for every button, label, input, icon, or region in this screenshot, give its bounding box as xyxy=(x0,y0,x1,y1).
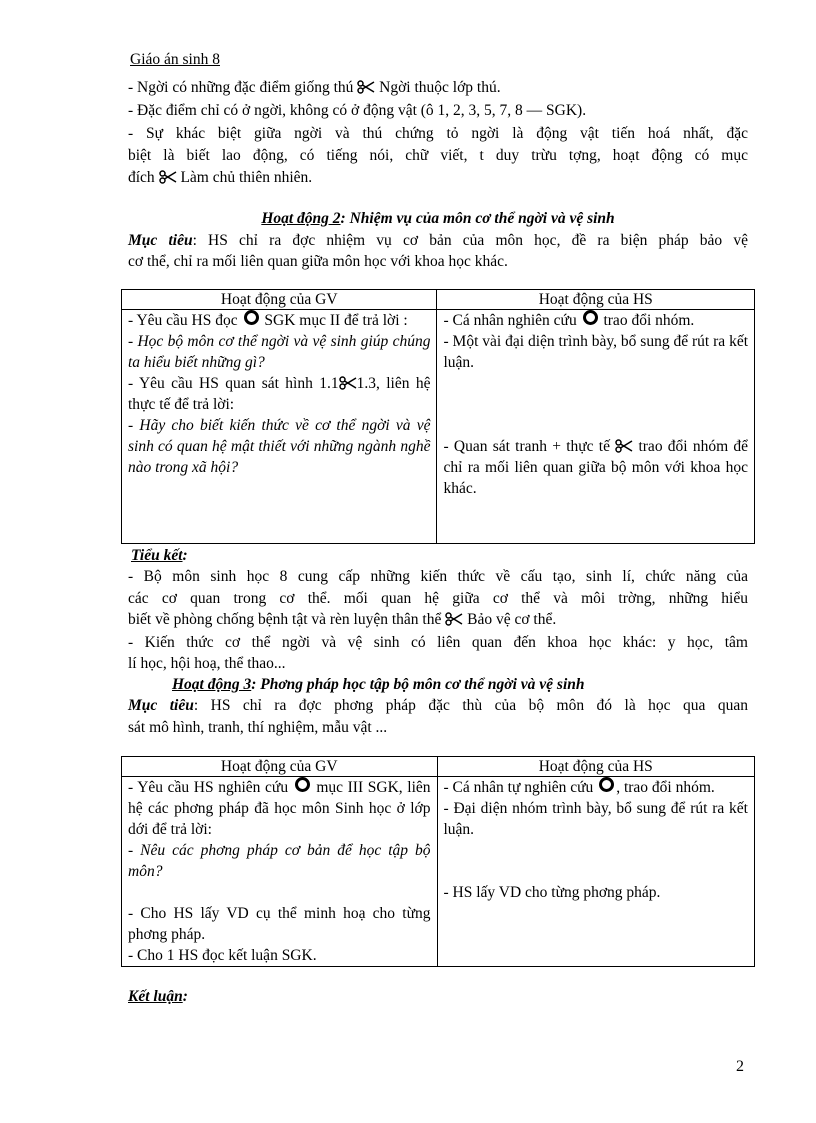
activity-2-label: Hoạt động 2 xyxy=(261,210,341,227)
teacher-question-1: - Nêu các phơng pháp cơ bản để học tập bộ môn? xyxy=(128,842,431,880)
teacher-question-2: - Hãy cho biết kiến thức về cơ thể ngời và vệ sinh có quan hệ mật thiết với những ngành nghề nào trong xã hội? xyxy=(128,417,431,476)
student-step-3: - HS lấy VD cho từng phơng pháp. xyxy=(443,884,661,901)
teacher-step-3: - Cho 1 HS đọc kết luận SGK. xyxy=(128,947,317,964)
scissors-icon xyxy=(615,439,633,453)
intro-line-3: - Sự khác biệt giữa ngời và thú chứng tỏ ngời là động vật tiến hoá nhất, đặc xyxy=(128,125,748,142)
activity-2-title: : Nhiệm vụ của môn cơ thể ngời và vệ sinh xyxy=(340,210,615,227)
scissors-icon xyxy=(339,376,357,390)
teacher-step-1 xyxy=(128,777,431,840)
activity-3-table xyxy=(121,756,755,967)
teacher-step-2: - Cho HS lấy VD cụ thể minh hoạ cho từng phơng pháp. xyxy=(128,905,431,943)
activity-2-objective-line-1 xyxy=(128,230,748,251)
read-circle-icon xyxy=(583,310,598,325)
page-number: 2 xyxy=(736,1058,744,1075)
student-step-1 xyxy=(444,777,749,798)
conclusion-heading xyxy=(128,986,748,1007)
document-header xyxy=(130,50,220,70)
student-activities-cell xyxy=(437,310,755,544)
summary-line-2: các cơ quan trong cơ thể. mối quan hệ giữa cơ thể và môi trờng, những hiểu xyxy=(128,590,748,607)
activity-2-heading xyxy=(128,208,748,229)
student-step-2: - Một vài đại diện trình bày, bổ sung để rút ra kết luận. xyxy=(443,333,748,371)
intro-line-1 xyxy=(128,77,748,98)
student-step-2: - Đại diện nhóm trình bày, bổ sung để rút ra kết luận. xyxy=(443,800,748,838)
activity-3-label: Hoạt động 3 xyxy=(172,676,252,693)
teacher-activities-cell xyxy=(122,777,438,967)
student-step-1 xyxy=(443,310,748,331)
objective-label: Mục tiêu xyxy=(128,232,193,249)
table-header-teacher: Hoạt động của GV xyxy=(122,757,438,777)
intro-line-5-post: Làm chủ thiên nhiên. xyxy=(180,169,313,186)
student-step-1-a: - Cá nhân nghiên cứu xyxy=(443,312,577,329)
student-step-1-a: - Cá nhân tự nghiên cứu xyxy=(443,779,594,796)
objective-text: : HS chỉ ra đợc nhiệm vụ cơ bản của môn học, đề ra biện pháp bảo vệ xyxy=(192,232,748,249)
teacher-step-1-b: SGK mục II để trả lời : xyxy=(264,312,408,329)
summary-line-5: lí học, hội hoạ, thể thao... xyxy=(128,655,286,672)
read-circle-icon xyxy=(599,777,614,792)
read-circle-icon xyxy=(244,310,259,325)
teacher-step-1-a: - Yêu cầu HS nghiên cứu xyxy=(128,779,289,796)
teacher-activities-cell xyxy=(122,310,437,544)
activity-3-objective-line-2: sát mô hình, tranh, thí nghiệm, mẫu vật ... xyxy=(128,719,388,736)
scissors-icon xyxy=(159,170,177,184)
intro-line-5 xyxy=(128,167,748,188)
teacher-step-1-b: mục III SGK, liên hệ các phơng pháp đã học môn Sinh học ở lớp dới để trả lời: xyxy=(128,779,431,838)
summary-label: Tiểu kết xyxy=(131,547,183,564)
summary-line-3 xyxy=(128,609,748,630)
teacher-step-2 xyxy=(128,373,430,415)
header-title: Giáo án sinh 8 xyxy=(130,51,220,68)
student-step-3 xyxy=(443,436,748,499)
intro-line-1-pre: - Ngời có những đặc điểm giống thú xyxy=(128,79,354,96)
scissors-icon xyxy=(357,80,375,94)
teacher-step-1-a: - Yêu cầu HS đọc xyxy=(128,312,238,329)
summary-line-4: - Kiến thức cơ thể ngời và vệ sinh có liên quan đến khoa học khác: y học, tâm xyxy=(128,634,748,651)
activity-2-table xyxy=(121,289,755,544)
student-step-3-b: trao đổi nhóm để chỉ ra mối liên quan giữa bộ môn với khoa học khác. xyxy=(443,438,749,497)
summary-colon: : xyxy=(182,547,188,564)
student-step-1-b: , trao đổi nhóm. xyxy=(616,779,715,796)
teacher-question-1: - Học bộ môn cơ thể ngời và vệ sinh giúp chúng ta hiểu biết những gì? xyxy=(128,333,431,371)
summary-heading xyxy=(131,545,751,566)
student-activities-cell xyxy=(437,777,755,967)
table-header-student: Hoạt động của HS xyxy=(437,290,755,310)
read-circle-icon xyxy=(295,777,310,792)
teacher-step-1 xyxy=(128,310,430,331)
student-step-1-b: trao đổi nhóm. xyxy=(603,312,695,329)
activity-2-objective-line-2: cơ thể, chỉ ra mối liên quan giữa môn học với khoa học khác. xyxy=(128,253,508,270)
student-step-3-a: - Quan sát tranh + thực tế xyxy=(443,438,610,455)
summary-line-3-pre: biết về phòng chống bệnh tật và rèn luyện thân thể xyxy=(128,611,442,628)
teacher-step-2-a: - Yêu cầu HS quan sát hình 1.1 xyxy=(128,375,339,392)
conclusion-colon: : xyxy=(182,988,188,1005)
objective-text: : HS chỉ ra đợc phơng pháp đặc thù của bộ môn đó là học qua quan xyxy=(193,697,748,714)
intro-line-4: biệt là biết lao động, có tiếng nói, chữ viết, t duy trừu tợng, hoạt động có mục xyxy=(128,147,748,164)
table-header-teacher: Hoạt động của GV xyxy=(122,290,437,310)
conclusion-label: Kết luận xyxy=(128,988,183,1005)
objective-label: Mục tiêu xyxy=(128,697,194,714)
activity-3-heading xyxy=(172,674,792,695)
intro-line-5-pre: đích xyxy=(128,169,155,186)
intro-line-2: - Đặc điểm chỉ có ở ngời, không có ở động vật (ô 1, 2, 3, 5, 7, 8 — SGK). xyxy=(128,102,587,119)
scissors-icon xyxy=(445,612,463,626)
activity-3-title: : Phơng pháp học tập bộ môn cơ thể ngời và vệ sinh xyxy=(251,676,585,693)
intro-line-1-post: Ngời thuộc lớp thú. xyxy=(379,79,501,96)
summary-line-1: - Bộ môn sinh học 8 cung cấp những kiến thức về cấu tạo, sinh lí, chức năng của xyxy=(128,568,748,585)
table-header-student: Hoạt động của HS xyxy=(437,757,755,777)
summary-line-3-post: Bảo vệ cơ thể. xyxy=(467,611,557,628)
teacher-step-2-b: 1.3, liên hệ thực tế để trả lời: xyxy=(128,375,431,413)
activity-3-objective-line-1 xyxy=(128,695,748,716)
